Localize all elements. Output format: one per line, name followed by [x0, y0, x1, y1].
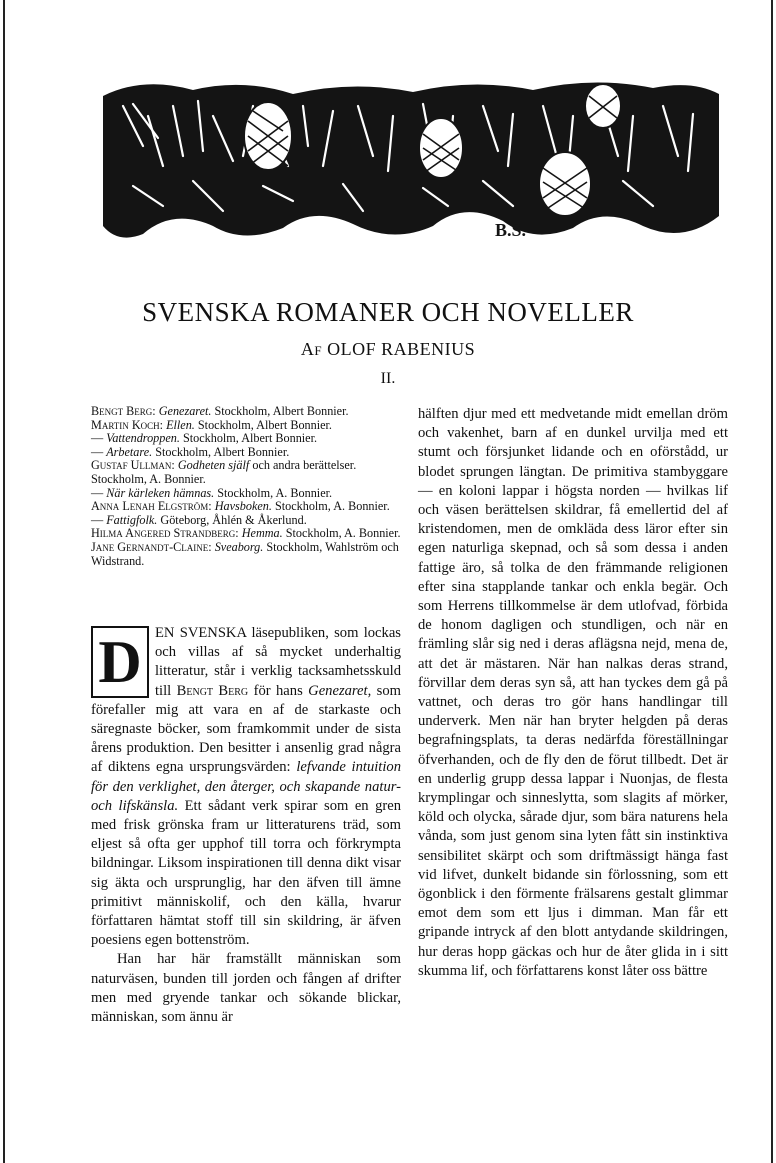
reviewed-work: — Vattendroppen. Stockholm, Albert Bonnier.: [91, 431, 318, 446]
part-number: II.: [380, 370, 396, 387]
author-prefix: Af: [300, 339, 323, 359]
reviewed-work: — Fattigfolk. Göteborg, Åhlén & Åkerlund.: [91, 512, 307, 527]
reviewed-work: — När kärleken hämnas. Stockholm, A. Bonnier.: [91, 485, 333, 500]
pine-branch-ornament: [103, 76, 719, 244]
left-column-text: [91, 624, 401, 1027]
reviewed-work: Martin Koch: Ellen. Stockholm, Albert Bonnier.: [91, 417, 332, 432]
left-scan-edge: [3, 0, 5, 1163]
reviewed-work: Hilma Angered Strandberg: Hemma. Stockholm, A. Bonnier.: [91, 526, 401, 541]
reviewed-work: Gustaf Ullman: Godheten själf och andra berättelser. Stockholm, A. Bonnier.: [91, 458, 357, 486]
svg-text:B.S.: B.S.: [495, 220, 527, 240]
continued-paragraph: hälften djur med ett medvetande midt emellan dröm och vakenhet, barn af en dunkel urvilja med ett stumt och försjunket lidande och en oförstådd, ur blodet sprungen längtan. De primitiva stambyggare — en koloni lappar i högsta norden — hvilkas lif och väsen berättelsen skildrar, få emellertid del af kristendomen, men de omkläda dess läror efter sin egen naturliga skepnad, och så som dessa i anden fattige äro, så tolka de den främmande religionen efter sina stapplande tankar och enkla begär. Och som Herrens tillkommelse är dem utlofvad, förbida de honom dagligen och stundligen, och när en främling slår sig ned i deras aflägsna nejd, mena de, att det är mästaren. När han nalkas deras strand, förvillar dem deras syn så, att han tyckes dem gå på vattnet, och deras tro gör hans handlingar till underverk. Men när han bryter helgden på deras begrafningsplats, ta deras nedärfda föreställningar öfverhanden, och de fly den de förut tillbedt. Det är en underlig grupp dessa lappar i Nuonjas, de flesta krymplingar och sinneslytta, som slagits af mörker, köld och olycka, sårade djur, som bära naturens hela vånda, som just genom sina lyten fått sin instinktiva sensibilitet skärpt och som driftmässigt hänga fast vid lifvet, dunkelt bidande sin förlossning, som ett ögonblick i den förmente frälsarens gestalt glimmar emot dem som ett ljus i dimman. Man får ett gripande intryck af den blott antydande skildringen, hur deras hopp gäckas och hur de åter glida in i sitt skumma lif, och författarens konst låter oss bättre: [418, 406, 728, 979]
author-name: OLOF RABENIUS: [327, 339, 476, 359]
reviewed-work: Anna Lenah Elgström: Havsboken. Stockholm, A. Bonnier.: [91, 499, 390, 514]
second-paragraph: Han har här framställt människan som naturväsen, bunden till jorden och fången af drifter men med gryende tankar och sökande blickar, människan, som ännu är: [91, 951, 401, 1026]
drop-cap-ornament: D: [91, 626, 149, 698]
right-scan-edge: [771, 0, 773, 1163]
reviewed-works-list: [91, 405, 401, 568]
reviewed-work: Jane Gernandt-Claine: Sveaborg. Stockholm, Wahlström och Widstrand.: [91, 539, 399, 568]
reviewed-work: — Arbetare. Stockholm, Albert Bonnier.: [91, 444, 290, 459]
opening-paragraph: D EN SVENSKA läsepubliken, som lockas och villas af så mycket underhaltig litteratur, står i verklig tacksamhetsskuld till Bengt Berg för hans Genezaret, som förefaller mig att vara en af de starkaste och säregnaste böcker, som framkommit under de sista årens produktion. Den besitter i ansenlig grad några af diktens egna ursprungsvärden: lefvande intuition för den verklighet, den återger, och skapande natur- och lifskänsla. Ett sådant verk spirar som en gren med frisk grönska fram ur litteraturens träd, som eljest så ofta ger upphof till torra och förkrympta bildningar. Liksom inspirationen till denna dikt visar sig äkta och ursprunglig, har den äfven till ämne primitivt människolif, och den källa, hvarur författaren hämtat stoff till sin skildring, är äfven poesiens egen bottenström.: [91, 625, 401, 949]
article-title: SVENSKA ROMANER OCH NOVELLER: [142, 297, 634, 327]
article-author: [0, 339, 776, 360]
right-column-text: [418, 405, 728, 981]
reviewed-work: Bengt Berg: Genezaret. Stockholm, Albert Bonnier.: [91, 404, 349, 418]
